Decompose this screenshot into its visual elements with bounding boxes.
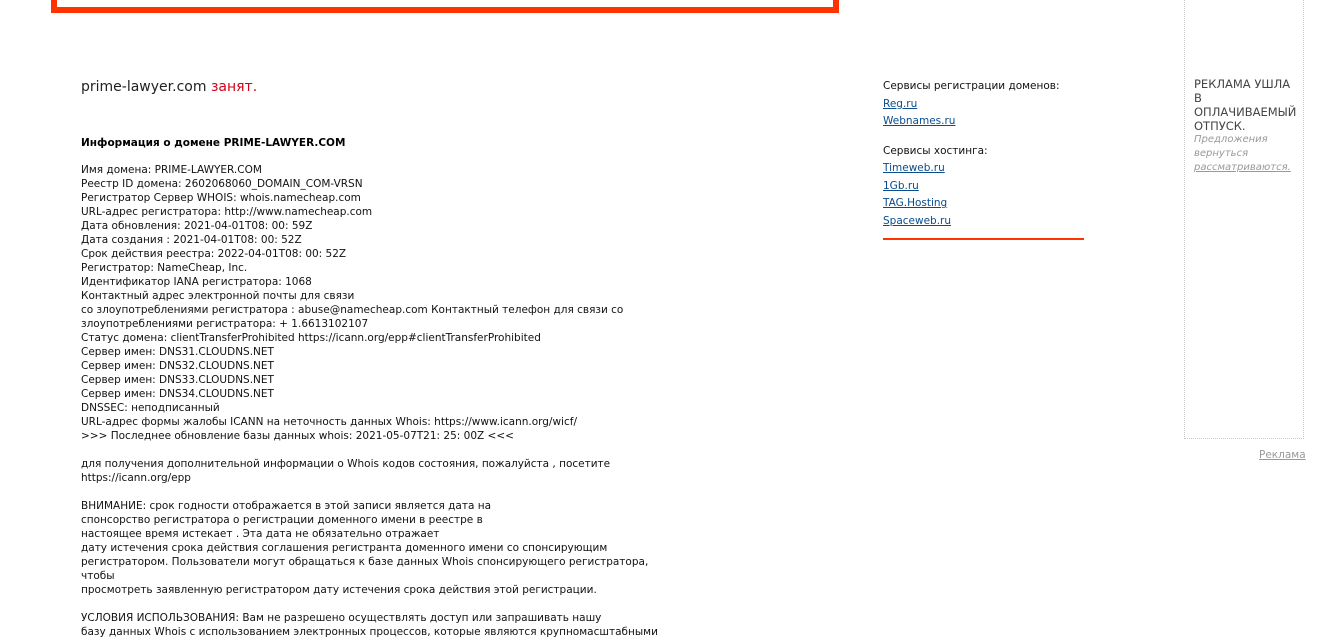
registration-services-title: Сервисы регистрации доменов:	[883, 80, 1060, 92]
whois-line: со злоупотреблениями регистратора : abuse@namecheap.com Контактный телефон для связи со	[81, 304, 624, 316]
ad-note-line: вернуться	[1194, 148, 1249, 159]
whois-line: https://icann.org/epp	[81, 472, 191, 484]
whois-line: Дата создания : 2021-04-01T08: 00: 52Z	[81, 234, 302, 246]
whois-line: Статус домена: clientTransferProhibited https://icann.org/epp#clientTransferProhibited	[81, 332, 541, 344]
top-banner-frame	[51, 0, 839, 13]
ad-heading-line: В ОПЛАЧИВАЕМЫЙ	[1194, 91, 1297, 119]
whois-line: просмотреть заявленную регистратором дату истечения срока действия этой регистрации.	[81, 584, 597, 596]
link-spaceweb-ru[interactable]: Spaceweb.ru	[883, 214, 952, 227]
whois-line: URL-адрес формы жалобы ICANN на неточность данных Whois: https://www.icann.org/wicf/	[81, 416, 577, 428]
whois-record	[81, 163, 658, 639]
ad-heading-line: РЕКЛАМА УШЛА	[1194, 77, 1291, 91]
services-divider	[883, 238, 1084, 240]
whois-line: Сервер имен: DNS33.CLOUDNS.NET	[81, 374, 274, 386]
whois-line: для получения дополнительной информации о Whois кодов состояния, пожалуйста , посетите	[81, 458, 611, 470]
whois-spacer	[81, 443, 621, 457]
whois-line: >>> Последнее обновление базы данных whois: 2021-05-07T21: 25: 00Z <<<	[81, 430, 514, 442]
whois-line: дату истечения срока действия соглашения регистранта доменного имени со спонсирующим	[81, 542, 608, 554]
whois-spacer	[81, 597, 621, 611]
whois-line: Срок действия реестра: 2022-04-01T08: 00: 52Z	[81, 248, 347, 260]
whois-line: Сервер имен: DNS31.CLOUDNS.NET	[81, 346, 274, 358]
ad-note-line: Предложения	[1194, 134, 1268, 145]
services-panel	[883, 78, 1084, 240]
ad-heading-line: ОТПУСК.	[1194, 119, 1246, 133]
ad-note	[1194, 133, 1304, 175]
link-reg-ru[interactable]: Reg.ru	[883, 97, 918, 110]
whois-heading: Информация о домене PRIME-LAWYER.COM	[81, 137, 346, 149]
hosting-services-title: Сервисы хостинга:	[883, 144, 988, 157]
whois-line: DNSSEC: неподписанный	[81, 402, 220, 414]
whois-line: ВНИМАНИЕ: срок годности отображается в этой записи является дата на	[81, 500, 492, 512]
whois-line: Имя домена: PRIME-LAWYER.COM	[81, 164, 262, 176]
domain-status	[81, 79, 257, 95]
whois-line: Реестр ID домена: 2602068060_DOMAIN_COM-VRSN	[81, 178, 363, 190]
whois-line: спонсорство регистратора о регистрации доменного имени в реестре в	[81, 514, 483, 526]
whois-line: Сервер имен: DNS34.CLOUDNS.NET	[81, 388, 274, 400]
whois-line: УСЛОВИЯ ИСПОЛЬЗОВАНИЯ: Вам не разрешено осуществлять доступ или запрашивать нашу	[81, 612, 602, 624]
whois-line: URL-адрес регистратора: http://www.namecheap.com	[81, 206, 373, 218]
advertising-link[interactable]: Реклама	[1259, 449, 1306, 461]
domain-name: prime-lawyer.com	[81, 79, 207, 95]
whois-line: базу данных Whois с использованием электронных процессов, которые являются крупномасштабными	[81, 626, 658, 638]
link-1gb-ru[interactable]: 1Gb.ru	[883, 179, 919, 192]
ad-placeholder	[1184, 0, 1304, 439]
whois-line: Сервер имен: DNS32.CLOUDNS.NET	[81, 360, 274, 372]
domain-taken-label: занят.	[210, 79, 258, 95]
whois-spacer	[81, 485, 621, 499]
whois-line: Контактный адрес электронной почты для связи	[81, 290, 355, 302]
whois-line: чтобы	[81, 570, 115, 582]
link-webnames-ru[interactable]: Webnames.ru	[883, 115, 956, 127]
ad-note-link[interactable]: рассматриваются.	[1194, 162, 1291, 173]
whois-line: Идентификатор IANA регистратора: 1068	[81, 276, 312, 288]
whois-line: Дата обновления: 2021-04-01T08: 00: 59Z	[81, 220, 313, 232]
whois-line: Регистратор: NameCheap, Inc.	[81, 262, 248, 274]
whois-line: Регистратор Сервер WHOIS: whois.namecheap.com	[81, 192, 361, 204]
whois-line: злоупотреблениями регистратора: + 1.6613102107	[81, 318, 369, 330]
ad-heading	[1194, 77, 1299, 133]
link-tag-hosting[interactable]: TAG.Hosting	[883, 197, 948, 209]
link-timeweb-ru[interactable]: Timeweb.ru	[883, 162, 945, 174]
whois-line: настоящее время истекает . Эта дата не обязательно отражает	[81, 528, 440, 540]
whois-line: регистратором. Пользователи могут обращаться к базе данных Whois спонсирующего регистратора,	[81, 556, 649, 568]
